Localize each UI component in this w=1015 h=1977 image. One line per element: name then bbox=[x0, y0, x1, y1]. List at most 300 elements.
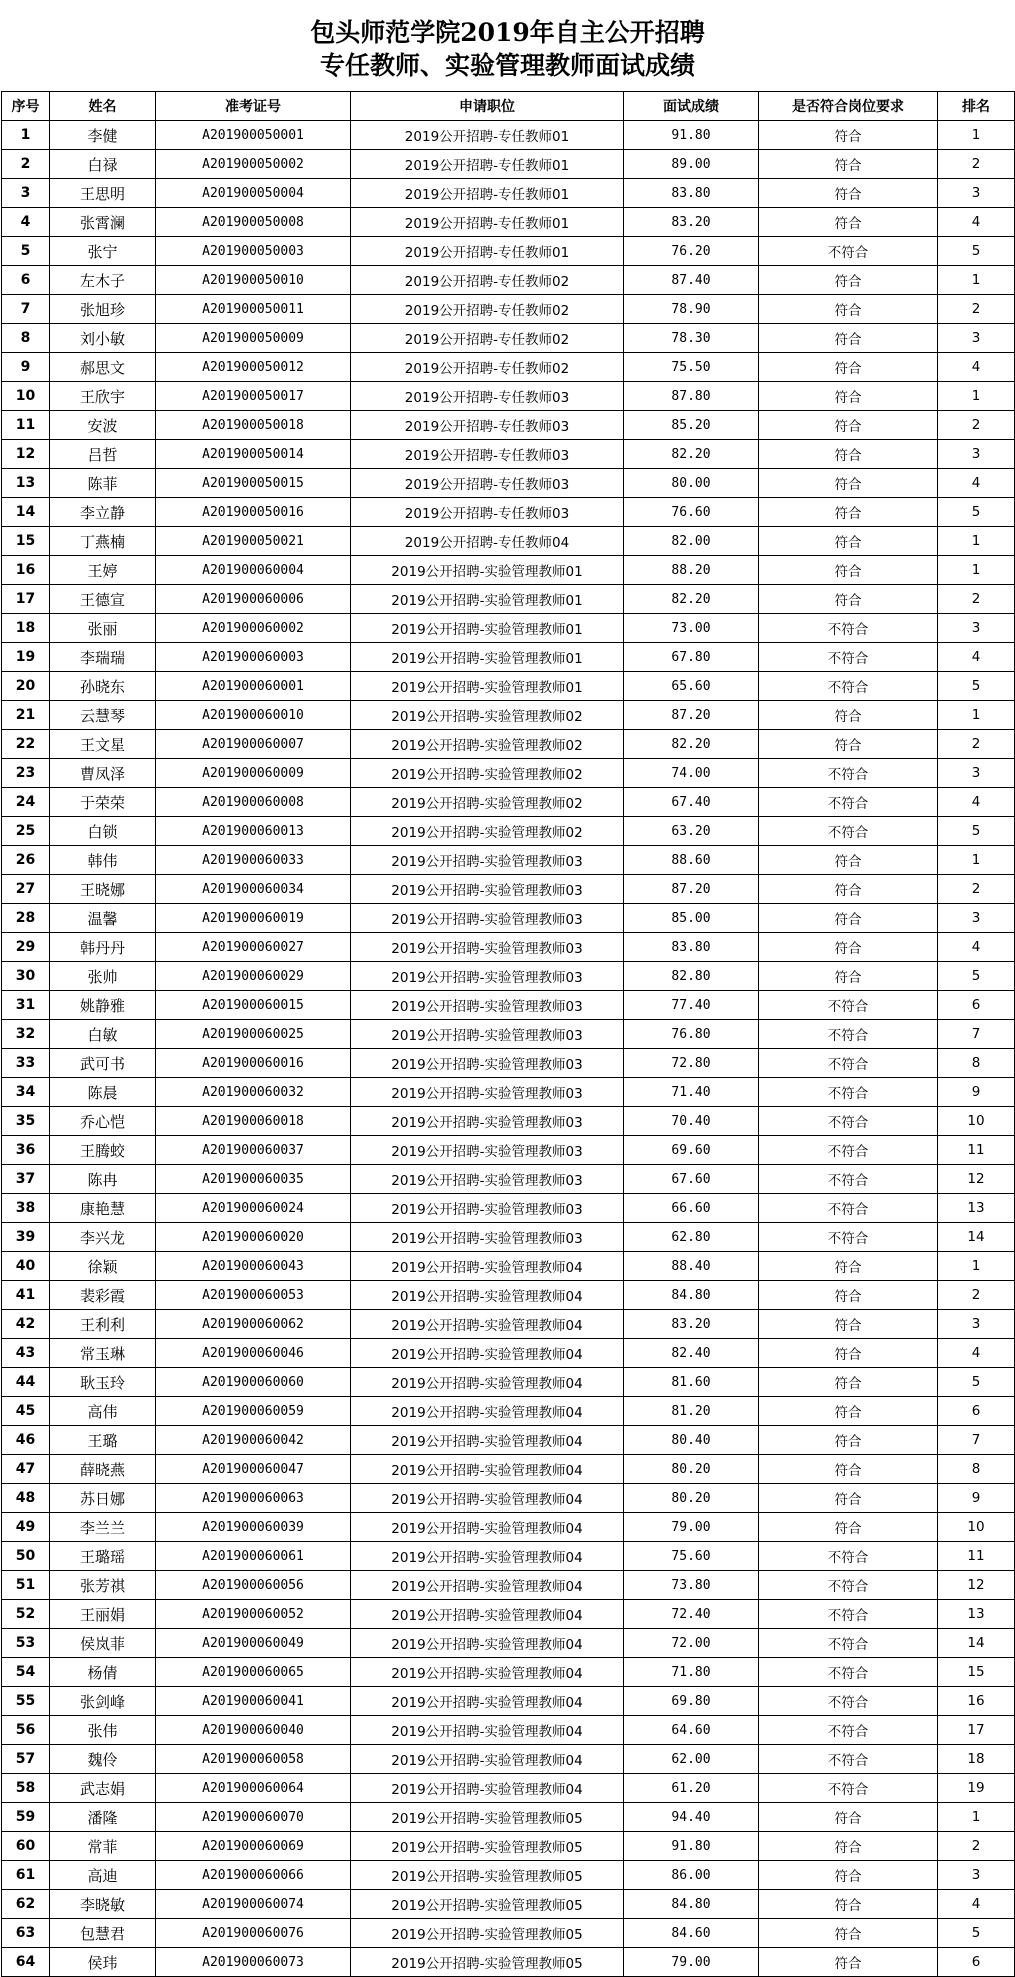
cell-exam-id: A201900060076 bbox=[156, 1919, 351, 1948]
cell-exam-id: A201900060039 bbox=[156, 1513, 351, 1542]
table-row bbox=[2, 991, 1015, 1020]
cell-position: 2019公开招聘-实验管理教师04 bbox=[351, 1629, 624, 1658]
cell-score: 61.20 bbox=[624, 1774, 759, 1803]
cell-rank: 1 bbox=[938, 701, 1015, 730]
table-row bbox=[2, 1223, 1015, 1252]
cell-rank: 1 bbox=[938, 121, 1015, 150]
cell-index: 19 bbox=[2, 643, 50, 672]
cell-name: 王腾蛟 bbox=[50, 1136, 156, 1165]
cell-eligible: 不符合 bbox=[759, 1600, 938, 1629]
cell-name: 张丽 bbox=[50, 614, 156, 643]
cell-score: 82.20 bbox=[624, 585, 759, 614]
cell-name: 薛晓燕 bbox=[50, 1455, 156, 1484]
cell-position: 2019公开招聘-实验管理教师01 bbox=[351, 585, 624, 614]
cell-name: 王文星 bbox=[50, 730, 156, 759]
column-header-name: 姓名 bbox=[50, 92, 156, 121]
cell-index: 64 bbox=[2, 1948, 50, 1977]
cell-score: 71.80 bbox=[624, 1658, 759, 1687]
cell-index: 17 bbox=[2, 585, 50, 614]
cell-name: 陈菲 bbox=[50, 469, 156, 498]
cell-position: 2019公开招聘-实验管理教师01 bbox=[351, 614, 624, 643]
table-row bbox=[2, 324, 1015, 353]
cell-eligible: 符合 bbox=[759, 208, 938, 237]
cell-eligible: 符合 bbox=[759, 1484, 938, 1513]
cell-position: 2019公开招聘-专任教师03 bbox=[351, 382, 624, 411]
cell-exam-id: A201900060060 bbox=[156, 1368, 351, 1397]
cell-score: 82.00 bbox=[624, 527, 759, 556]
cell-score: 80.00 bbox=[624, 469, 759, 498]
cell-score: 80.20 bbox=[624, 1484, 759, 1513]
cell-position: 2019公开招聘-专任教师02 bbox=[351, 266, 624, 295]
cell-name: 王璐 bbox=[50, 1426, 156, 1455]
cell-eligible: 符合 bbox=[759, 846, 938, 875]
cell-name: 刘小敏 bbox=[50, 324, 156, 353]
cell-eligible: 符合 bbox=[759, 179, 938, 208]
table-row bbox=[2, 1803, 1015, 1832]
cell-index: 21 bbox=[2, 701, 50, 730]
cell-name: 王利利 bbox=[50, 1310, 156, 1339]
cell-eligible: 符合 bbox=[759, 382, 938, 411]
cell-eligible: 符合 bbox=[759, 1252, 938, 1281]
cell-position: 2019公开招聘-实验管理教师03 bbox=[351, 846, 624, 875]
cell-position: 2019公开招聘-实验管理教师03 bbox=[351, 933, 624, 962]
cell-name: 张芳祺 bbox=[50, 1571, 156, 1600]
cell-index: 2 bbox=[2, 150, 50, 179]
cell-name: 乔心恺 bbox=[50, 1107, 156, 1136]
cell-exam-id: A201900060074 bbox=[156, 1890, 351, 1919]
cell-exam-id: A201900060018 bbox=[156, 1107, 351, 1136]
cell-name: 高伟 bbox=[50, 1397, 156, 1426]
table-row bbox=[2, 1165, 1015, 1194]
cell-position: 2019公开招聘-实验管理教师03 bbox=[351, 991, 624, 1020]
cell-score: 81.60 bbox=[624, 1368, 759, 1397]
cell-score: 67.60 bbox=[624, 1165, 759, 1194]
cell-position: 2019公开招聘-实验管理教师05 bbox=[351, 1832, 624, 1861]
cell-index: 56 bbox=[2, 1716, 50, 1745]
cell-exam-id: A201900060013 bbox=[156, 817, 351, 846]
cell-position: 2019公开招聘-实验管理教师02 bbox=[351, 817, 624, 846]
cell-eligible: 不符合 bbox=[759, 1629, 938, 1658]
cell-exam-id: A201900060043 bbox=[156, 1252, 351, 1281]
table-row bbox=[2, 1571, 1015, 1600]
cell-eligible: 符合 bbox=[759, 440, 938, 469]
table-row bbox=[2, 411, 1015, 440]
cell-index: 57 bbox=[2, 1745, 50, 1774]
cell-eligible: 符合 bbox=[759, 962, 938, 991]
cell-index: 44 bbox=[2, 1368, 50, 1397]
cell-exam-id: A201900060049 bbox=[156, 1629, 351, 1658]
cell-exam-id: A201900050008 bbox=[156, 208, 351, 237]
cell-index: 43 bbox=[2, 1339, 50, 1368]
table-row bbox=[2, 382, 1015, 411]
cell-score: 84.80 bbox=[624, 1281, 759, 1310]
cell-score: 66.60 bbox=[624, 1194, 759, 1223]
cell-score: 67.80 bbox=[624, 643, 759, 672]
cell-index: 53 bbox=[2, 1629, 50, 1658]
cell-index: 10 bbox=[2, 382, 50, 411]
cell-score: 87.40 bbox=[624, 266, 759, 295]
cell-score: 83.20 bbox=[624, 1310, 759, 1339]
table-row bbox=[2, 237, 1015, 266]
cell-score: 85.00 bbox=[624, 904, 759, 933]
cell-score: 80.40 bbox=[624, 1426, 759, 1455]
table-row bbox=[2, 179, 1015, 208]
cell-score: 62.00 bbox=[624, 1745, 759, 1774]
cell-exam-id: A201900060006 bbox=[156, 585, 351, 614]
cell-rank: 6 bbox=[938, 1948, 1015, 1977]
cell-name: 康艳慧 bbox=[50, 1194, 156, 1223]
cell-eligible: 符合 bbox=[759, 411, 938, 440]
cell-eligible: 符合 bbox=[759, 527, 938, 556]
cell-position: 2019公开招聘-实验管理教师02 bbox=[351, 759, 624, 788]
cell-exam-id: A201900060016 bbox=[156, 1049, 351, 1078]
cell-rank: 11 bbox=[938, 1136, 1015, 1165]
cell-score: 78.90 bbox=[624, 295, 759, 324]
cell-rank: 2 bbox=[938, 875, 1015, 904]
cell-rank: 5 bbox=[938, 498, 1015, 527]
cell-eligible: 符合 bbox=[759, 730, 938, 759]
table-row bbox=[2, 643, 1015, 672]
cell-index: 16 bbox=[2, 556, 50, 585]
cell-rank: 2 bbox=[938, 411, 1015, 440]
column-header-rank: 排名 bbox=[938, 92, 1015, 121]
cell-index: 29 bbox=[2, 933, 50, 962]
cell-position: 2019公开招聘-专任教师01 bbox=[351, 150, 624, 179]
cell-score: 83.20 bbox=[624, 208, 759, 237]
cell-index: 9 bbox=[2, 353, 50, 382]
cell-position: 2019公开招聘-实验管理教师01 bbox=[351, 672, 624, 701]
cell-eligible: 符合 bbox=[759, 150, 938, 179]
cell-index: 45 bbox=[2, 1397, 50, 1426]
cell-rank: 10 bbox=[938, 1107, 1015, 1136]
cell-score: 72.40 bbox=[624, 1600, 759, 1629]
cell-position: 2019公开招聘-实验管理教师03 bbox=[351, 1223, 624, 1252]
cell-name: 潘隆 bbox=[50, 1803, 156, 1832]
cell-eligible: 符合 bbox=[759, 933, 938, 962]
cell-eligible: 符合 bbox=[759, 1890, 938, 1919]
cell-rank: 3 bbox=[938, 1310, 1015, 1339]
cell-name: 孙晓东 bbox=[50, 672, 156, 701]
table-row bbox=[2, 1049, 1015, 1078]
cell-name: 杨倩 bbox=[50, 1658, 156, 1687]
cell-rank: 4 bbox=[938, 788, 1015, 817]
cell-score: 62.80 bbox=[624, 1223, 759, 1252]
cell-name: 武可书 bbox=[50, 1049, 156, 1078]
cell-name: 李兰兰 bbox=[50, 1513, 156, 1542]
cell-position: 2019公开招聘-专任教师01 bbox=[351, 208, 624, 237]
cell-exam-id: A201900060009 bbox=[156, 759, 351, 788]
cell-index: 39 bbox=[2, 1223, 50, 1252]
cell-exam-id: A201900060029 bbox=[156, 962, 351, 991]
cell-rank: 2 bbox=[938, 585, 1015, 614]
cell-eligible: 不符合 bbox=[759, 759, 938, 788]
cell-position: 2019公开招聘-实验管理教师04 bbox=[351, 1368, 624, 1397]
cell-position: 2019公开招聘-实验管理教师04 bbox=[351, 1484, 624, 1513]
cell-rank: 3 bbox=[938, 1861, 1015, 1890]
cell-name: 高迪 bbox=[50, 1861, 156, 1890]
cell-exam-id: A201900060007 bbox=[156, 730, 351, 759]
cell-position: 2019公开招聘-实验管理教师05 bbox=[351, 1890, 624, 1919]
cell-index: 15 bbox=[2, 527, 50, 556]
cell-exam-id: A201900060010 bbox=[156, 701, 351, 730]
cell-rank: 8 bbox=[938, 1049, 1015, 1078]
table-row bbox=[2, 701, 1015, 730]
cell-exam-id: A201900060032 bbox=[156, 1078, 351, 1107]
cell-eligible: 不符合 bbox=[759, 1194, 938, 1223]
cell-position: 2019公开招聘-实验管理教师04 bbox=[351, 1426, 624, 1455]
cell-position: 2019公开招聘-实验管理教师02 bbox=[351, 701, 624, 730]
cell-rank: 14 bbox=[938, 1223, 1015, 1252]
cell-position: 2019公开招聘-实验管理教师03 bbox=[351, 1020, 624, 1049]
cell-position: 2019公开招聘-专任教师01 bbox=[351, 179, 624, 208]
cell-eligible: 不符合 bbox=[759, 1136, 938, 1165]
cell-name: 陈晨 bbox=[50, 1078, 156, 1107]
cell-name: 王婷 bbox=[50, 556, 156, 585]
cell-position: 2019公开招聘-实验管理教师05 bbox=[351, 1948, 624, 1977]
cell-index: 5 bbox=[2, 237, 50, 266]
cell-position: 2019公开招聘-专任教师02 bbox=[351, 353, 624, 382]
cell-eligible: 符合 bbox=[759, 904, 938, 933]
cell-name: 王欣宇 bbox=[50, 382, 156, 411]
cell-eligible: 符合 bbox=[759, 1803, 938, 1832]
cell-exam-id: A201900060025 bbox=[156, 1020, 351, 1049]
table-row bbox=[2, 1455, 1015, 1484]
cell-eligible: 符合 bbox=[759, 556, 938, 585]
cell-rank: 15 bbox=[938, 1658, 1015, 1687]
cell-position: 2019公开招聘-实验管理教师02 bbox=[351, 788, 624, 817]
cell-index: 22 bbox=[2, 730, 50, 759]
table-row bbox=[2, 1774, 1015, 1803]
cell-index: 12 bbox=[2, 440, 50, 469]
cell-position: 2019公开招聘-实验管理教师05 bbox=[351, 1803, 624, 1832]
cell-name: 安波 bbox=[50, 411, 156, 440]
cell-rank: 4 bbox=[938, 353, 1015, 382]
cell-exam-id: A201900060042 bbox=[156, 1426, 351, 1455]
cell-rank: 1 bbox=[938, 1252, 1015, 1281]
cell-index: 28 bbox=[2, 904, 50, 933]
table-row bbox=[2, 1368, 1015, 1397]
table-row bbox=[2, 1890, 1015, 1919]
cell-rank: 1 bbox=[938, 527, 1015, 556]
cell-rank: 11 bbox=[938, 1542, 1015, 1571]
cell-name: 李立静 bbox=[50, 498, 156, 527]
cell-index: 34 bbox=[2, 1078, 50, 1107]
cell-position: 2019公开招聘-实验管理教师04 bbox=[351, 1310, 624, 1339]
cell-exam-id: A201900050012 bbox=[156, 353, 351, 382]
cell-index: 4 bbox=[2, 208, 50, 237]
cell-rank: 4 bbox=[938, 933, 1015, 962]
table-row bbox=[2, 846, 1015, 875]
cell-index: 14 bbox=[2, 498, 50, 527]
cell-exam-id: A201900060024 bbox=[156, 1194, 351, 1223]
cell-position: 2019公开招聘-实验管理教师04 bbox=[351, 1687, 624, 1716]
cell-rank: 5 bbox=[938, 237, 1015, 266]
cell-name: 李晓敏 bbox=[50, 1890, 156, 1919]
cell-name: 武志娟 bbox=[50, 1774, 156, 1803]
cell-exam-id: A201900060004 bbox=[156, 556, 351, 585]
cell-score: 67.40 bbox=[624, 788, 759, 817]
cell-index: 55 bbox=[2, 1687, 50, 1716]
cell-eligible: 符合 bbox=[759, 1513, 938, 1542]
cell-position: 2019公开招聘-专任教师01 bbox=[351, 237, 624, 266]
cell-position: 2019公开招聘-专任教师02 bbox=[351, 295, 624, 324]
cell-eligible: 符合 bbox=[759, 1281, 938, 1310]
cell-exam-id: A201900060046 bbox=[156, 1339, 351, 1368]
cell-eligible: 不符合 bbox=[759, 788, 938, 817]
cell-exam-id: A201900060058 bbox=[156, 1745, 351, 1774]
cell-score: 79.00 bbox=[624, 1948, 759, 1977]
cell-eligible: 不符合 bbox=[759, 614, 938, 643]
cell-index: 35 bbox=[2, 1107, 50, 1136]
cell-index: 62 bbox=[2, 1890, 50, 1919]
cell-position: 2019公开招聘-实验管理教师04 bbox=[351, 1571, 624, 1600]
cell-eligible: 不符合 bbox=[759, 1745, 938, 1774]
cell-name: 张帅 bbox=[50, 962, 156, 991]
table-row bbox=[2, 1658, 1015, 1687]
table-row bbox=[2, 788, 1015, 817]
page-subtitle: 专任教师、实验管理教师面试成绩 bbox=[319, 51, 695, 80]
cell-rank: 10 bbox=[938, 1513, 1015, 1542]
cell-exam-id: A201900050021 bbox=[156, 527, 351, 556]
cell-rank: 5 bbox=[938, 1368, 1015, 1397]
cell-score: 69.60 bbox=[624, 1136, 759, 1165]
cell-rank: 3 bbox=[938, 904, 1015, 933]
cell-score: 87.80 bbox=[624, 382, 759, 411]
cell-index: 24 bbox=[2, 788, 50, 817]
cell-position: 2019公开招聘-专任教师03 bbox=[351, 498, 624, 527]
table-row bbox=[2, 962, 1015, 991]
table-row bbox=[2, 266, 1015, 295]
cell-position: 2019公开招聘-实验管理教师05 bbox=[351, 1919, 624, 1948]
cell-name: 李健 bbox=[50, 121, 156, 150]
cell-name: 白锁 bbox=[50, 817, 156, 846]
cell-position: 2019公开招聘-实验管理教师03 bbox=[351, 904, 624, 933]
cell-rank: 12 bbox=[938, 1165, 1015, 1194]
cell-position: 2019公开招聘-实验管理教师03 bbox=[351, 1049, 624, 1078]
cell-rank: 19 bbox=[938, 1774, 1015, 1803]
cell-exam-id: A201900060002 bbox=[156, 614, 351, 643]
cell-position: 2019公开招聘-专任教师01 bbox=[351, 121, 624, 150]
cell-exam-id: A201900060019 bbox=[156, 904, 351, 933]
column-header-index: 序号 bbox=[2, 92, 50, 121]
cell-eligible: 不符合 bbox=[759, 1107, 938, 1136]
cell-eligible: 符合 bbox=[759, 1397, 938, 1426]
cell-rank: 9 bbox=[938, 1078, 1015, 1107]
cell-index: 37 bbox=[2, 1165, 50, 1194]
cell-rank: 6 bbox=[938, 1397, 1015, 1426]
cell-exam-id: A201900060065 bbox=[156, 1658, 351, 1687]
cell-index: 18 bbox=[2, 614, 50, 643]
cell-score: 82.20 bbox=[624, 440, 759, 469]
table-row bbox=[2, 672, 1015, 701]
cell-name: 张宁 bbox=[50, 237, 156, 266]
cell-score: 87.20 bbox=[624, 701, 759, 730]
cell-exam-id: A201900060056 bbox=[156, 1571, 351, 1600]
table-row bbox=[2, 1078, 1015, 1107]
cell-index: 63 bbox=[2, 1919, 50, 1948]
cell-rank: 7 bbox=[938, 1426, 1015, 1455]
cell-rank: 2 bbox=[938, 1281, 1015, 1310]
cell-name: 魏伶 bbox=[50, 1745, 156, 1774]
cell-exam-id: A201900060020 bbox=[156, 1223, 351, 1252]
table-row bbox=[2, 1513, 1015, 1542]
cell-exam-id: A201900060033 bbox=[156, 846, 351, 875]
table-row bbox=[2, 1484, 1015, 1513]
cell-eligible: 不符合 bbox=[759, 672, 938, 701]
cell-eligible: 不符合 bbox=[759, 1223, 938, 1252]
cell-name: 王丽娟 bbox=[50, 1600, 156, 1629]
column-header-eligible: 是否符合岗位要求 bbox=[759, 92, 938, 121]
cell-position: 2019公开招聘-实验管理教师04 bbox=[351, 1397, 624, 1426]
cell-eligible: 不符合 bbox=[759, 643, 938, 672]
cell-eligible: 不符合 bbox=[759, 817, 938, 846]
cell-index: 58 bbox=[2, 1774, 50, 1803]
table-row bbox=[2, 904, 1015, 933]
cell-rank: 4 bbox=[938, 1339, 1015, 1368]
cell-score: 74.00 bbox=[624, 759, 759, 788]
cell-exam-id: A201900060035 bbox=[156, 1165, 351, 1194]
cell-index: 51 bbox=[2, 1571, 50, 1600]
cell-score: 81.20 bbox=[624, 1397, 759, 1426]
cell-position: 2019公开招聘-实验管理教师04 bbox=[351, 1745, 624, 1774]
cell-score: 89.00 bbox=[624, 150, 759, 179]
cell-name: 陈冉 bbox=[50, 1165, 156, 1194]
cell-score: 88.40 bbox=[624, 1252, 759, 1281]
cell-score: 76.20 bbox=[624, 237, 759, 266]
cell-score: 94.40 bbox=[624, 1803, 759, 1832]
cell-rank: 3 bbox=[938, 179, 1015, 208]
cell-index: 48 bbox=[2, 1484, 50, 1513]
cell-rank: 5 bbox=[938, 1919, 1015, 1948]
cell-rank: 18 bbox=[938, 1745, 1015, 1774]
table-row bbox=[2, 1629, 1015, 1658]
cell-name: 王德宣 bbox=[50, 585, 156, 614]
cell-rank: 1 bbox=[938, 382, 1015, 411]
table-row bbox=[2, 1600, 1015, 1629]
cell-name: 李兴龙 bbox=[50, 1223, 156, 1252]
table-row bbox=[2, 498, 1015, 527]
cell-score: 79.00 bbox=[624, 1513, 759, 1542]
cell-rank: 2 bbox=[938, 730, 1015, 759]
table-row bbox=[2, 1687, 1015, 1716]
cell-name: 张旭珍 bbox=[50, 295, 156, 324]
cell-exam-id: A201900060053 bbox=[156, 1281, 351, 1310]
cell-score: 84.60 bbox=[624, 1919, 759, 1948]
table-row bbox=[2, 730, 1015, 759]
cell-exam-id: A201900050015 bbox=[156, 469, 351, 498]
cell-rank: 1 bbox=[938, 556, 1015, 585]
cell-eligible: 符合 bbox=[759, 875, 938, 904]
cell-position: 2019公开招聘-实验管理教师02 bbox=[351, 730, 624, 759]
cell-score: 91.80 bbox=[624, 121, 759, 150]
cell-score: 65.60 bbox=[624, 672, 759, 701]
cell-score: 84.80 bbox=[624, 1890, 759, 1919]
cell-score: 87.20 bbox=[624, 875, 759, 904]
cell-name: 侯岚菲 bbox=[50, 1629, 156, 1658]
cell-exam-id: A201900060041 bbox=[156, 1687, 351, 1716]
cell-score: 76.80 bbox=[624, 1020, 759, 1049]
table-row bbox=[2, 1194, 1015, 1223]
cell-exam-id: A201900060073 bbox=[156, 1948, 351, 1977]
cell-eligible: 符合 bbox=[759, 1948, 938, 1977]
cell-eligible: 不符合 bbox=[759, 1165, 938, 1194]
score-table bbox=[1, 91, 1015, 1977]
cell-index: 50 bbox=[2, 1542, 50, 1571]
cell-score: 73.80 bbox=[624, 1571, 759, 1600]
cell-rank: 13 bbox=[938, 1600, 1015, 1629]
cell-exam-id: A201900050002 bbox=[156, 150, 351, 179]
cell-name: 韩伟 bbox=[50, 846, 156, 875]
